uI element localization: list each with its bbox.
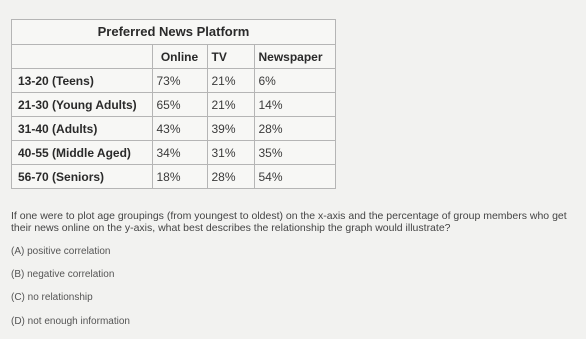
choice-c[interactable]: (C) no relationship bbox=[11, 292, 93, 303]
header-corner bbox=[12, 45, 152, 69]
header-online: Online bbox=[152, 45, 207, 69]
cell-newspaper: 54% bbox=[254, 165, 335, 189]
cell-tv: 31% bbox=[207, 141, 254, 165]
cell-newspaper: 35% bbox=[254, 141, 335, 165]
cell-newspaper: 14% bbox=[254, 93, 335, 117]
table-row bbox=[12, 141, 335, 165]
table-header-row bbox=[12, 45, 335, 69]
question-text: If one were to plot age groupings (from youngest to oldest) on the x-axis and the percentage of group members who get their news online on the y-axis, what best describes the relationship the graph would illustrate? bbox=[11, 210, 567, 234]
header-tv: TV bbox=[207, 45, 254, 69]
cell-tv: 21% bbox=[207, 93, 254, 117]
row-label: 13-20 (Teens) bbox=[12, 69, 152, 93]
cell-tv: 21% bbox=[207, 69, 254, 93]
data-table bbox=[12, 45, 335, 188]
choice-a[interactable]: (A) positive correlation bbox=[11, 246, 111, 257]
header-newspaper: Newspaper bbox=[254, 45, 335, 69]
cell-tv: 39% bbox=[207, 117, 254, 141]
cell-online: 43% bbox=[152, 117, 207, 141]
cell-newspaper: 6% bbox=[254, 69, 335, 93]
news-platform-table bbox=[11, 19, 336, 189]
choice-b[interactable]: (B) negative correlation bbox=[11, 269, 115, 280]
cell-newspaper: 28% bbox=[254, 117, 335, 141]
row-label: 31-40 (Adults) bbox=[12, 117, 152, 141]
cell-tv: 28% bbox=[207, 165, 254, 189]
cell-online: 73% bbox=[152, 69, 207, 93]
cell-online: 34% bbox=[152, 141, 207, 165]
table-row bbox=[12, 93, 335, 117]
cell-online: 18% bbox=[152, 165, 207, 189]
table-row bbox=[12, 117, 335, 141]
row-label: 56-70 (Seniors) bbox=[12, 165, 152, 189]
table-title: Preferred News Platform bbox=[12, 20, 335, 45]
cell-online: 65% bbox=[152, 93, 207, 117]
table-row bbox=[12, 165, 335, 189]
choice-d[interactable]: (D) not enough information bbox=[11, 316, 130, 327]
table-row bbox=[12, 69, 335, 93]
row-label: 40-55 (Middle Aged) bbox=[12, 141, 152, 165]
row-label: 21-30 (Young Adults) bbox=[12, 93, 152, 117]
